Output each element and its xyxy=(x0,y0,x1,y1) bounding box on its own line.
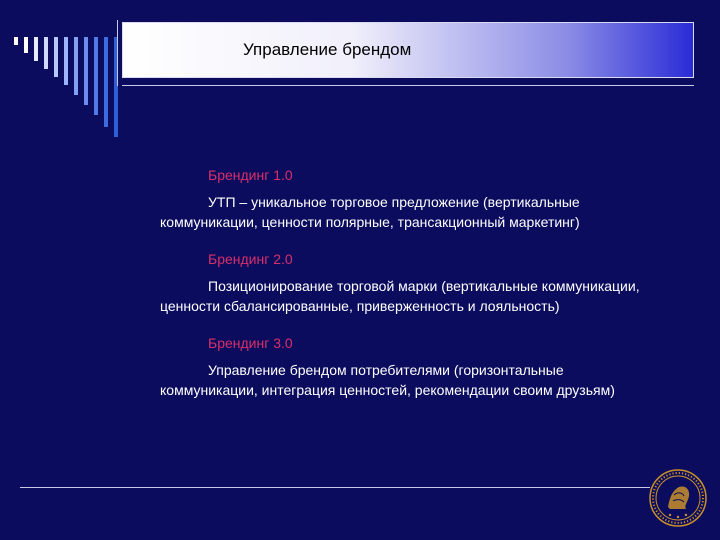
stripe-bar xyxy=(64,37,68,85)
stripe-bar xyxy=(34,37,38,61)
section-branding-3 xyxy=(160,334,660,400)
section-branding-2 xyxy=(160,250,660,316)
stripe-bar xyxy=(24,37,28,53)
decorative-stripes xyxy=(14,37,132,147)
section-body: УТП – уникальное торговое предложение (вертикальные коммуникации, ценности полярные, трансакционный маркетинг) xyxy=(160,194,580,230)
divider-bottom xyxy=(20,487,650,488)
university-seal-icon xyxy=(648,467,708,529)
stripe-bar xyxy=(104,37,108,127)
section-branding-1 xyxy=(160,166,660,232)
stripe-bar xyxy=(54,37,58,77)
stripe-bar xyxy=(74,37,78,95)
divider-top xyxy=(122,85,694,86)
section-heading: Брендинг 3.0 xyxy=(208,335,293,351)
content-area xyxy=(160,166,660,418)
stripe-bar xyxy=(44,37,48,69)
stripe-bar xyxy=(94,37,98,115)
section-body: Позиционирование торговой марки (вертикальные коммуникации, ценности сбалансированные, приверженность и лояльность) xyxy=(160,278,640,314)
divider-vertical xyxy=(117,20,118,86)
slide-title: Управление брендом xyxy=(243,40,412,59)
title-banner xyxy=(122,22,694,78)
section-heading: Брендинг 2.0 xyxy=(208,251,293,267)
section-heading: Брендинг 1.0 xyxy=(208,167,293,183)
stripe-bar xyxy=(84,37,88,105)
stripe-bar xyxy=(14,37,18,45)
section-body: Управление брендом потребителями (горизонтальные коммуникации, интеграция ценностей, рекомендации своим друзьям) xyxy=(160,362,615,398)
